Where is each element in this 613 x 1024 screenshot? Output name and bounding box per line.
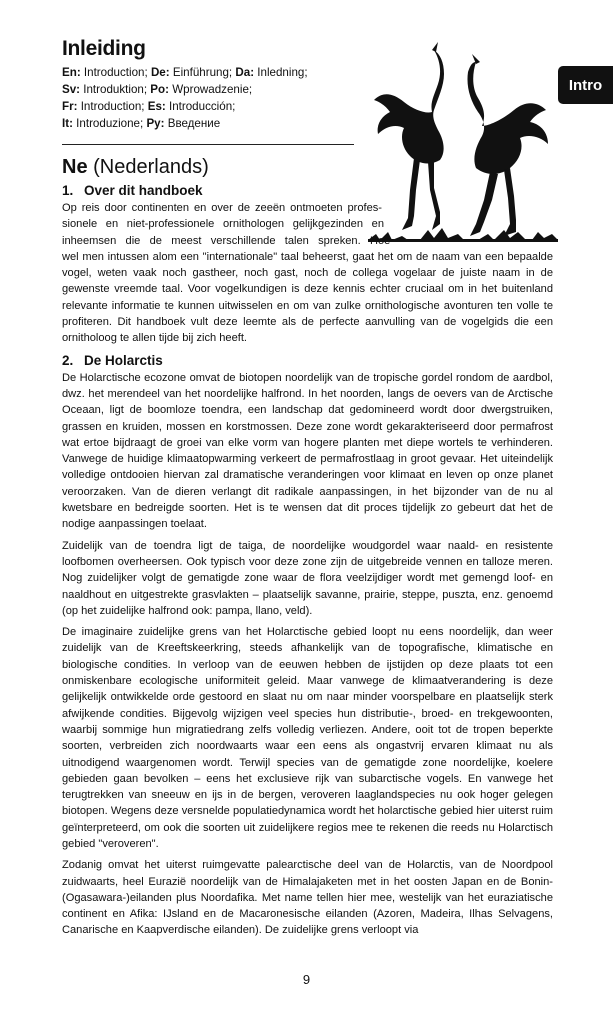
language-translations bbox=[62, 64, 362, 132]
section-heading bbox=[62, 154, 209, 180]
text-line: inheemsen die de meest verschillende talen spreken. Hoe- bbox=[62, 234, 394, 247]
paragraph-handbook bbox=[62, 200, 553, 347]
text-line: sionele en niet-professionele ornithologen gelijkgezinden en bbox=[62, 218, 384, 231]
language-translation: Introduktion; bbox=[80, 83, 151, 96]
language-code: Py: bbox=[146, 117, 165, 130]
language-line bbox=[62, 64, 362, 81]
language-translation: Introduction; bbox=[77, 100, 148, 113]
heading-number: 1. bbox=[62, 183, 74, 198]
heading-number: 2. bbox=[62, 352, 74, 368]
language-translation: Introduction; bbox=[80, 66, 151, 79]
language-translation: Einführung; bbox=[169, 66, 236, 79]
heading-text: Over dit handboek bbox=[84, 183, 203, 198]
language-translation: Wprowadzenie; bbox=[168, 83, 253, 96]
paragraph-continuation: wel men intussen alom een "internationale" taal beheerst, gaat het om de naam van een bepaalde vogel, weten vaak noch gastheer, noch gast, noch de collega vogelaar de juiste naam in de gewenste vreemde taal. Voor vogelkundigen is deze kennis echter cruciaal om in het buitenland relevante informatie te kunnen uitwisselen en om van zulke ornithologische avonturen ten volle te profiteren. Dit handboek vult deze leemte als de perfecte aanvulling van de vogelgids die een ornitholoog te allen tijde bij zich heeft. bbox=[62, 250, 553, 345]
title-divider bbox=[62, 144, 354, 145]
page-number: 9 bbox=[302, 972, 311, 987]
paragraph: Zuidelijk van de toendra ligt de taiga, de noordelijke woudgordel waar naald- en resistente loofbomen overheersen. Ook typisch voor deze zone zijn de uitgebreide vennen en talloze meren. Nog zuidelijker volgt de gematigde zone waar de flora veelzijdiger wordt met gemengd loof- en naaldhout en uitgestrekte grasvlakten – plaatselijk savanne, prairie, steppe, puszta, enz. genoemd (op het zuidelijke halfrond ook: pampa, llano, veld). bbox=[62, 539, 553, 617]
heading-holarctis bbox=[62, 352, 553, 370]
heading-text: De Holarctis bbox=[84, 352, 163, 368]
page-title: Inleiding bbox=[62, 37, 146, 60]
language-code: Da: bbox=[235, 66, 255, 79]
language-line bbox=[62, 115, 362, 132]
language-translation: Введение bbox=[164, 117, 221, 130]
heading-handbook bbox=[62, 182, 553, 200]
language-translation: Inledning; bbox=[254, 66, 308, 79]
language-code: Es: bbox=[147, 100, 166, 113]
paragraph: De imaginaire zuidelijke grens van het Holarctische gebied loopt nu eens noordelijk, dan weer zuidelijk van de Kreeftskeerkring, steeds afhankelijk van de topografische, klimatische en biologische condities. In verloop van de eeuwen hebben de ijstijden op deze plaats tot een onmiskenbare ecologische uniformiteit geleid. Maar vanwege de klimaatverandering is deze gelijkelijk ontwikkelde orde gestoord en slaat nu om naar minder voorspelbare en plaatselijk sterk afwijkende condities. Bijgevolg wijzigen veel species hun distributie-, broed- en trekgewoonten, waarbij sommige hun migratiedrang zelfs volledig verliezen. Andere, ooit tot de tropen beperkte soorten, verbreiden zich noordwaarts waar een eens als ongastvrij ervaren klimaat nu als uitnodigend waargenomen wordt. Terwijl species van de gematigde zone noordelijke, koelere gebieden gaan bevolken – eens het exclusieve rijk van subarctische vogels. En vanwege het terugtrekken van sneeuw en ijs in de bergen, veroveren laaglandspecies nu ook hoger gelegen biotopen. Wegens deze versnelde populatiedynamica wordt het holarctische gebied hier uiterst ruim geïnterpreteerd, om ook die soorten uit zuidelijkere regios mee te rekenen die reeds nu Holarctisch gebied "veroveren". bbox=[62, 626, 553, 850]
section-tab[interactable]: Intro bbox=[558, 66, 613, 104]
language-code: De: bbox=[150, 66, 170, 79]
language-name: (Nederlands) bbox=[87, 156, 209, 178]
language-line bbox=[62, 81, 362, 98]
language-translation: Introducción; bbox=[165, 100, 236, 113]
text-line: Op reis door continenten en over de zeeën ontmoeten profes- bbox=[62, 202, 382, 214]
paragraph: Zodanig omvat het uiterst ruimgevatte palearctische deel van de Holarctis, van de Noordpool zuidwaarts, heel Eurazië noordelijk van de Himalajaketen met in het oosten Japan en de Bonin- (Ogasawara-)eilanden plus Noordafika. Met name tellen hier mee, westelijk van het euraziatische continent en Afika: IJsland en de Macaronesische eilanden (Azoren, Madeira, Ilhas Selvagens, Canarische en Kaapverdische eilanden). De zuidelijke grens verloopt via bbox=[62, 859, 553, 937]
language-line bbox=[62, 98, 362, 115]
title-block bbox=[62, 36, 362, 132]
language-code: En: bbox=[62, 66, 81, 79]
language-code: Po: bbox=[150, 83, 169, 96]
language-code: Sv: bbox=[62, 83, 81, 96]
language-code: Ne bbox=[62, 156, 88, 178]
language-code: Fr: bbox=[62, 100, 78, 113]
language-translation: Introduzione; bbox=[72, 117, 147, 130]
paragraph: De Holarctische ecozone omvat de biotopen noordelijk van de tropische gordel rondom de aardbol, dwz. het merendeel van het noordelijke halfrond. In het noorden, langs de oevers van de Arctische Oceaan, ligt de boomloze toendra, een landschap dat gedomineerd wordt door dwergstruiken, grassen en kruiden, mossen en korstmossen. Deze zone wordt gekarakteriseerd door permafrost wat ertoe bijdraagt de groei van elke vorm van hogere planten met diepe wortels te verhinderen. Vanwege de huidige klimaatopwarming verkeert de permafrostlaag in groot gevaar. Het uiteindelijk volledige ontdooien hiervan zal dramatische veranderingen voor klimaat en leven op onze planet veroorzaken. Van de dieren verlangt dit radikale aanpassingen, in het bijzonder van de nu al kwetsbare en bedreigde soorten. Het is te wensen dat dit proces tijdelijk zo gebeurt dat het de nodige aanpassingen toelaat. bbox=[62, 371, 553, 531]
language-code: It: bbox=[62, 117, 73, 130]
body-text bbox=[62, 182, 553, 944]
